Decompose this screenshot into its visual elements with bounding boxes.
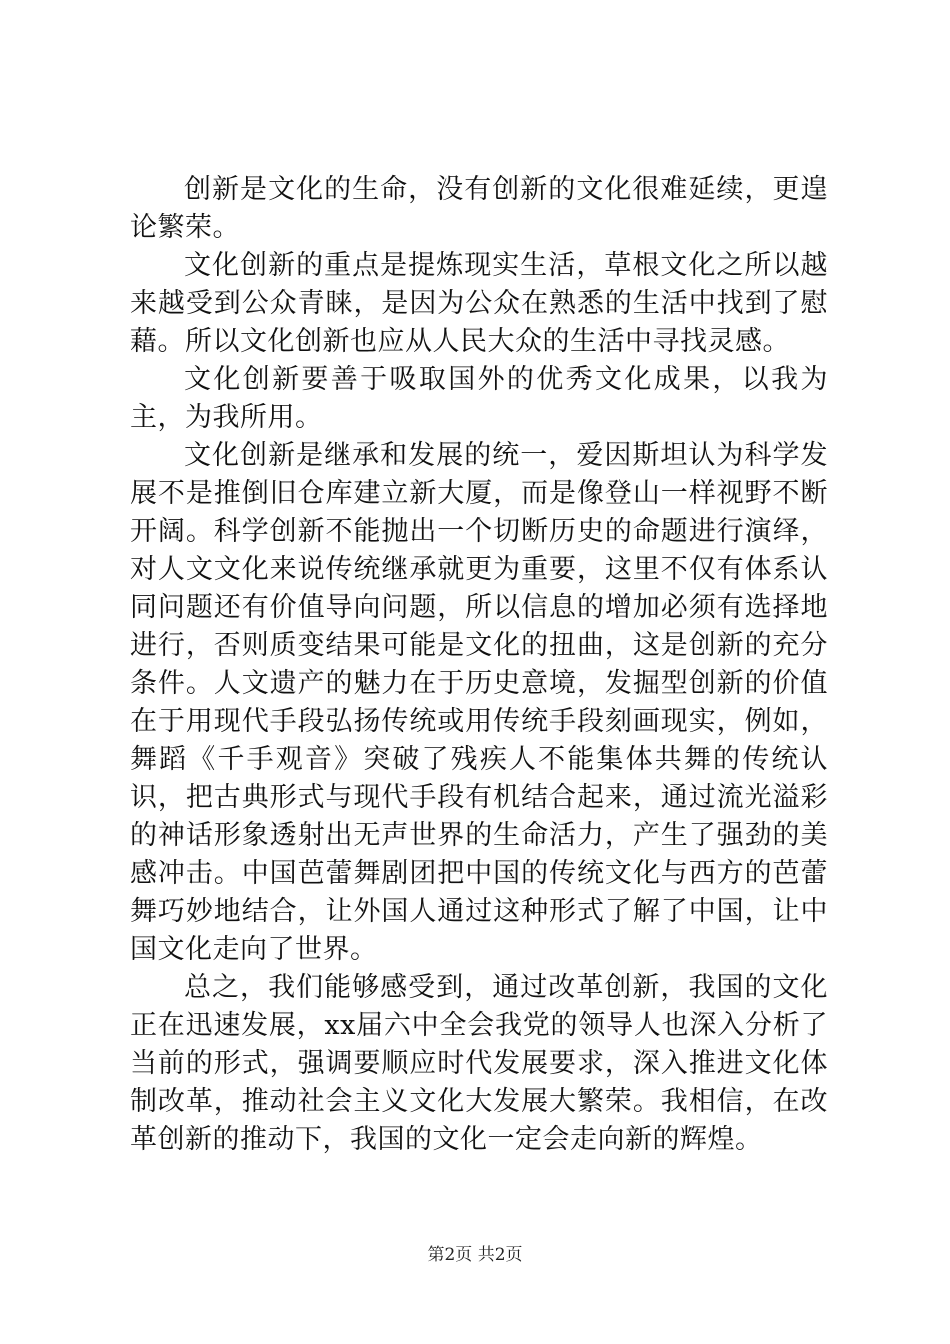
document-body	[130, 171, 828, 1159]
paragraph-5: 总之，我们能够感受到，通过改革创新，我国的文化正在迅速发展，xx届六中全会我党的领导人也深入分析了当前的形式，强调要顺应时代发展要求，深入推进文化体制改革，推动社会主义文化大发展大繁荣。我相信，在改革创新的推动下，我国的文化一定会走向新的辉煌。	[130, 972, 828, 1155]
paragraph-1: 创新是文化的生命，没有创新的文化很难延续，更遑论繁荣。	[130, 174, 828, 243]
page-number-footer: 第2页 共2页	[427, 1245, 523, 1265]
paragraph-3: 文化创新要善于吸取国外的优秀文化成果，以我为主，为我所用。	[130, 364, 828, 433]
paragraph-4: 文化创新是继承和发展的统一，爱因斯坦认为科学发展不是推倒旧仓库建立新大厦，而是像登山一样视野不断开阔。科学创新不能抛出一个切断历史的命题进行演绎，对人文文化来说传统继承就更为重要，这里不仅有体系认同问题还有价值导向问题，所以信息的增加必须有选择地进行，否则质变结果可能是文化的扭曲，这是创新的充分条件。人文遗产的魅力在于历史意境，发掘型创新的价值在于用现代手段弘扬传统或用传统手段刻画现实，例如，舞蹈《千手观音》突破了残疾人不能集体共舞的传统认识，把古典形式与现代手段有机结合起来，通过流光溢彩的神话形象透射出无声世界的生命活力，产生了强劲的美感冲击。中国芭蕾舞剧团把中国的传统文化与西方的芭蕾舞巧妙地结合，让外国人通过这种形式了解了中国，让中国文化走向了世界。	[130, 440, 828, 965]
paragraph-2: 文化创新的重点是提炼现实生活，草根文化之所以越来越受到公众青睐，是因为公众在熟悉的生活中找到了慰藉。所以文化创新也应从人民大众的生活中寻找灵感。	[130, 250, 828, 357]
